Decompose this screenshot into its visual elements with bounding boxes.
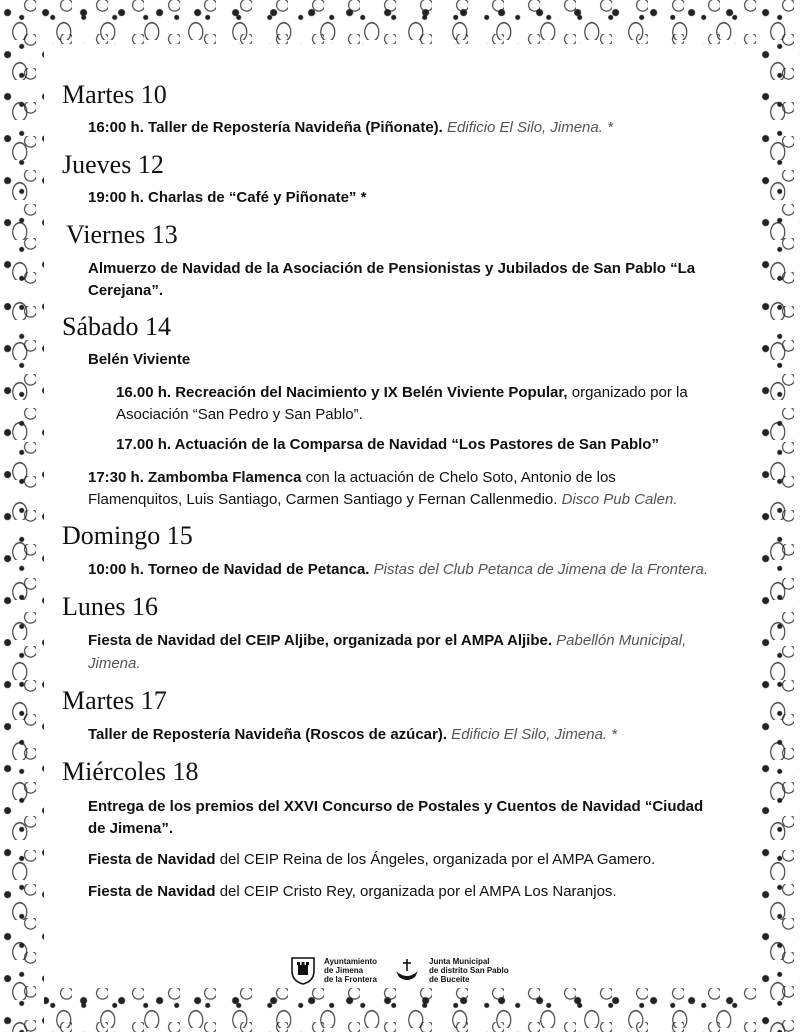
day-heading-domingo-15: Domingo 15	[62, 521, 193, 550]
day-heading-viernes-13: Viernes 13	[66, 220, 178, 249]
event-line: Entrega de los premios del XXVI Concurso de Postales y Cuentos de Navidad “Ciudad	[88, 798, 704, 815]
day-heading-jueves-12: Jueves 12	[62, 150, 164, 179]
footer-logos	[290, 950, 509, 990]
event-line: 19:00 h. Charlas de “Café y Piñonate” *	[88, 189, 367, 206]
event-line: Taller de Repostería Navideña (Roscos de azúcar). Edificio El Silo, Jimena. *	[88, 726, 618, 743]
event-line: 16:00 h. Taller de Repostería Navideña (Piñonate). Edificio El Silo, Jimena. *	[88, 119, 613, 136]
coat-of-arms-icon	[290, 955, 316, 985]
day-heading-miercoles-18: Miércoles 18	[62, 757, 199, 786]
event-line: Flamenquitos, Luis Santiago, Carmen Santiago y Fernan Callenmedio. Disco Pub Calen.	[88, 491, 678, 508]
event-line: Fiesta de Navidad del CEIP Cristo Rey, organizada por el AMPA Los Naranjos.	[88, 883, 617, 900]
event-line: 17:30 h. Zambomba Flamenca con la actuación de Chelo Soto, Antonio de los	[88, 469, 616, 486]
event-line: Cerejana”.	[88, 282, 164, 299]
event-line: Asociación “San Pedro y San Pablo”.	[116, 406, 363, 423]
day-heading-lunes-16: Lunes 16	[62, 592, 159, 621]
decorative-border-bottom	[0, 988, 800, 1032]
event-line: Jimena.	[88, 655, 141, 672]
decorative-border-top	[0, 0, 800, 44]
decorative-border-left	[0, 0, 44, 1032]
event-line: 17.00 h. Actuación de la Comparsa de Navidad “Los Pastores de San Pablo”	[116, 436, 659, 453]
event-line: 10:00 h. Torneo de Navidad de Petanca. Pistas del Club Petanca de Jimena de la Frontera.	[88, 561, 709, 578]
event-line: Fiesta de Navidad del CEIP Reina de los Ángeles, organizada por el AMPA Gamero.	[88, 851, 656, 868]
junta-municipal-emblem-icon	[393, 957, 421, 983]
ayuntamiento-logo-text: Ayuntamiento de Jimena de la Frontera	[324, 956, 378, 984]
content-panel	[44, 44, 758, 988]
day-heading-martes-10: Martes 10	[62, 80, 167, 109]
day-heading-sabado-14: Sábado 14	[62, 312, 172, 341]
day-heading-martes-17: Martes 17	[62, 686, 167, 715]
event-subheading: Belén Viviente	[88, 351, 191, 368]
event-line: Almuerzo de Navidad de la Asociación de Pensionistas y Jubilados de San Pablo “La	[88, 260, 696, 277]
event-line: Fiesta de Navidad del CEIP Aljibe, organizada por el AMPA Aljibe. Pabellón Municipal,	[88, 632, 687, 649]
event-line: 16.00 h. Recreación del Nacimiento y IX Belén Viviente Popular, organizado por la	[116, 384, 688, 401]
decorative-border-right	[758, 0, 800, 1032]
junta-municipal-logo-text: Junta Municipal de distrito San Pablo de Buceite	[429, 956, 509, 984]
event-line: de Jimena”.	[88, 820, 174, 837]
